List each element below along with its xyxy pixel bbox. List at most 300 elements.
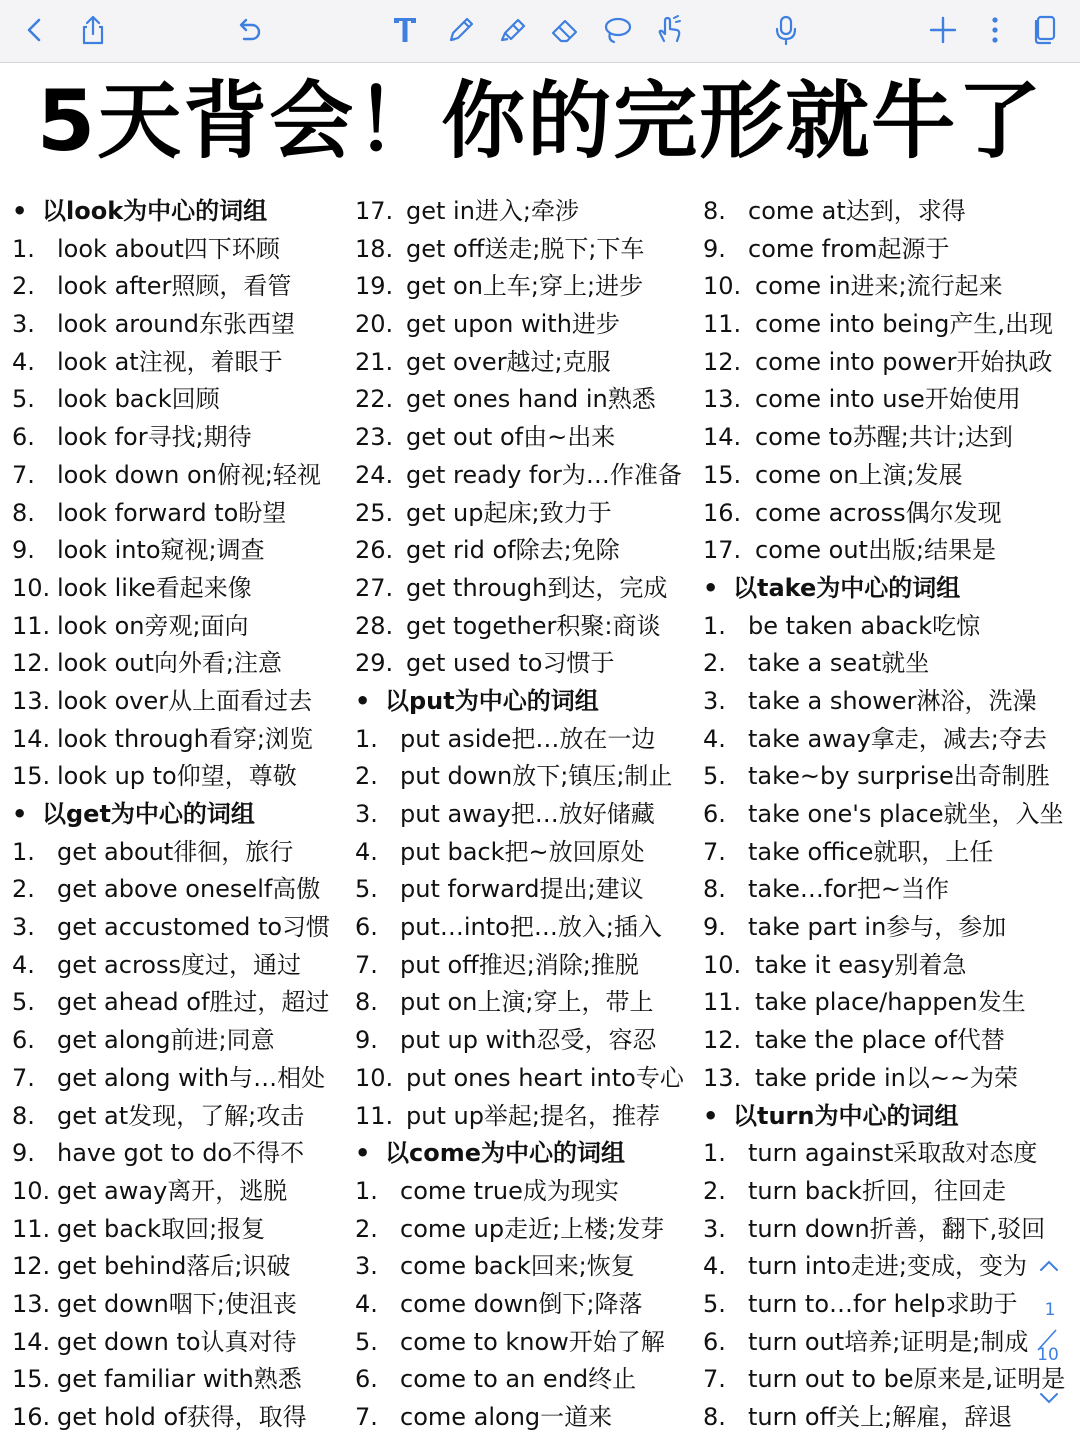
list-item <box>703 909 1065 947</box>
phrase-text: come across偶尔发现 <box>755 498 1002 527</box>
phrase-text: come to苏醒;共计;达到 <box>755 423 1013 452</box>
list-item <box>703 381 1065 419</box>
phrase-text: put up举起;提名，推荐 <box>406 1101 661 1130</box>
text-tool-icon[interactable] <box>384 9 426 51</box>
phrase-text: come at达到，求得 <box>748 197 966 225</box>
list-item <box>703 1022 1065 1060</box>
list-item <box>12 1248 330 1286</box>
item-number: 1. <box>703 611 726 640</box>
phrase-text: come into use开始使用 <box>755 385 1021 414</box>
list-item <box>703 871 1065 909</box>
chevron-left-icon[interactable] <box>14 9 56 51</box>
item-number: 4. <box>355 1289 378 1318</box>
phrase-text: turn against采取敌对态度 <box>748 1139 1038 1168</box>
phrase-text: look after照顾，看管 <box>57 272 292 301</box>
item-number: 1. <box>12 837 35 866</box>
phrase-text: put away把…放好储藏 <box>400 800 655 828</box>
item-number: 5. <box>703 762 726 791</box>
item-number: 8. <box>355 988 378 1017</box>
list-item <box>12 608 330 646</box>
phrase-text: look for寻找;期待 <box>57 423 252 452</box>
list-item <box>355 532 684 570</box>
phrase-text: get used to习惯于 <box>406 649 615 678</box>
list-item <box>703 1361 1065 1399</box>
phrase-text: take it easy别着急 <box>755 950 967 979</box>
more-icon[interactable] <box>974 9 1016 51</box>
item-number: 11. <box>12 1214 51 1243</box>
phrase-text: put ones heart into专心 <box>406 1063 684 1092</box>
phrase-text: take away拿走，减去;夺去 <box>748 724 1047 753</box>
item-number: 1. <box>12 234 35 263</box>
phrase-text: get at发现，了解;攻击 <box>57 1101 305 1130</box>
list-item <box>703 645 1065 683</box>
list-item <box>703 984 1065 1022</box>
list-item <box>355 1324 684 1362</box>
item-number: 10. <box>703 272 742 301</box>
item-number: 1. <box>355 1176 378 1205</box>
heading-text: 以come为中心的词组 <box>385 1139 625 1168</box>
phrase-text: get rid of除去;免除 <box>406 536 620 565</box>
list-item <box>12 457 330 495</box>
section-heading <box>703 1098 1065 1136</box>
page-scroll-arrows-icon <box>1028 1250 1072 1420</box>
list-item <box>703 231 1065 269</box>
item-number: 12. <box>703 347 742 376</box>
item-number: 2. <box>12 272 35 301</box>
undo-icon[interactable] <box>228 9 270 51</box>
phrase-text: put up with忍受，容忍 <box>400 1026 657 1055</box>
list-item <box>703 721 1065 759</box>
item-number: 10. <box>12 573 51 602</box>
list-item <box>355 231 684 269</box>
list-item <box>355 193 684 231</box>
phrase-text: take one's place就坐，入坐 <box>748 800 1064 828</box>
phrase-text: take office就职，上任 <box>748 837 994 866</box>
pages-icon[interactable] <box>1024 9 1066 51</box>
phrase-text: come out出版;结果是 <box>755 536 997 565</box>
item-number: 7. <box>355 1403 378 1431</box>
list-item <box>703 1173 1065 1211</box>
item-number: 21. <box>355 347 394 376</box>
list-item <box>12 268 330 306</box>
item-number: 5. <box>703 1289 726 1318</box>
phrase-text: take place/happen发生 <box>755 988 1026 1017</box>
list-item <box>703 268 1065 306</box>
phrase-text: look into窥视;调查 <box>57 536 265 565</box>
phrase-text: come up走近;上楼;发芽 <box>400 1214 665 1243</box>
list-item <box>12 495 330 533</box>
lasso-icon[interactable] <box>596 9 638 51</box>
item-number: 17. <box>355 197 394 225</box>
list-item <box>355 1098 684 1136</box>
phrase-text: turn off关上;解雇，辞退 <box>748 1403 1013 1431</box>
phrase-text: turn out to be原来是,证明是 <box>748 1365 1066 1394</box>
phrase-text: take a shower淋浴，洗澡 <box>748 686 1037 715</box>
list-item <box>355 796 684 834</box>
phrase-text: take…for把~当作 <box>748 875 950 904</box>
phrase-text: get through到达，完成 <box>406 573 668 602</box>
heading-text: 以look为中心的词组 <box>42 197 268 225</box>
phrase-text: get ready for为…作准备 <box>406 460 682 489</box>
item-number: 7. <box>12 460 35 489</box>
list-item <box>703 834 1065 872</box>
phrase-column-2 <box>355 193 684 1437</box>
item-number: 10. <box>12 1176 51 1205</box>
item-number: 11. <box>355 1101 394 1130</box>
phrase-text: come on上演;发展 <box>755 460 963 489</box>
phrase-text: get in进入;牵涉 <box>406 197 580 225</box>
phrase-text: turn back折回，往回走 <box>748 1176 1006 1205</box>
list-item <box>12 419 330 457</box>
phrase-column-3 <box>703 193 1065 1437</box>
phrase-text: get over越过;克服 <box>406 347 611 376</box>
phrase-text: come down倒下;降落 <box>400 1289 643 1318</box>
list-item <box>703 1324 1065 1362</box>
item-number: 6. <box>355 913 378 942</box>
list-item <box>355 1361 684 1399</box>
list-item <box>12 306 330 344</box>
hand-touch-icon[interactable] <box>648 9 690 51</box>
list-item <box>12 1211 330 1249</box>
phrase-text: look back回顾 <box>57 385 220 414</box>
item-number: 4. <box>703 1252 726 1281</box>
eraser-icon[interactable] <box>544 9 586 51</box>
phrase-text: put off推迟;消除;推脱 <box>400 950 639 979</box>
heading-text: 以take为中心的词组 <box>733 573 961 602</box>
item-number: 4. <box>12 347 35 376</box>
item-number: 15. <box>12 762 51 791</box>
phrase-text: come to know开始了解 <box>400 1327 665 1356</box>
item-number: 12. <box>12 1252 51 1281</box>
phrase-column-1 <box>12 193 330 1437</box>
share-icon[interactable] <box>72 9 114 51</box>
phrase-text: put on上演;穿上，带上 <box>400 988 654 1017</box>
phrase-text: look up to仰望，尊敬 <box>57 762 297 791</box>
item-number: 17. <box>703 536 742 565</box>
list-item <box>355 268 684 306</box>
item-number: 11. <box>703 310 742 339</box>
phrase-text: get together积聚:商谈 <box>406 611 661 640</box>
list-item <box>703 1060 1065 1098</box>
phrase-text: be taken aback吃惊 <box>748 611 981 640</box>
item-number: 6. <box>703 800 726 828</box>
item-number: 1. <box>355 724 378 753</box>
phrase-text: get upon with进步 <box>406 310 620 339</box>
list-item <box>12 1022 330 1060</box>
phrase-text: get down to认真对待 <box>57 1327 297 1356</box>
list-item <box>12 1135 330 1173</box>
phrase-text: get familiar with熟悉 <box>57 1365 302 1394</box>
item-number: 8. <box>703 197 726 225</box>
phrase-text: come true成为现实 <box>400 1176 619 1205</box>
list-item <box>12 909 330 947</box>
item-number: 16. <box>703 498 742 527</box>
phrase-text: turn to…for help求助于 <box>748 1289 1018 1318</box>
list-item <box>703 419 1065 457</box>
bullet-marker: • <box>703 1101 719 1130</box>
phrase-text: get down咽下;使沮丧 <box>57 1289 297 1318</box>
item-number: 9. <box>355 1026 378 1055</box>
item-number: 22. <box>355 385 394 414</box>
item-number: 13. <box>703 1063 742 1092</box>
phrase-text: turn out培养;证明是;制成 <box>748 1327 1029 1356</box>
bullet-marker: • <box>12 800 28 828</box>
phrase-text: get hold of获得，取得 <box>57 1403 307 1431</box>
item-number: 7. <box>703 1365 726 1394</box>
heading-text: 以get为中心的词组 <box>42 800 255 828</box>
list-item <box>355 608 684 646</box>
phrase-text: get on上车;穿上;进步 <box>406 272 644 301</box>
heading-text: 以put为中心的词组 <box>385 686 599 715</box>
list-item <box>703 1135 1065 1173</box>
list-item <box>703 306 1065 344</box>
item-number: 12. <box>12 649 51 678</box>
section-heading <box>12 796 330 834</box>
item-number: 23. <box>355 423 394 452</box>
phrase-text: get out of由~出来 <box>406 423 616 452</box>
item-number: 13. <box>12 1289 51 1318</box>
list-item <box>12 683 330 721</box>
item-number: 3. <box>703 1214 726 1243</box>
phrase-text: get accustomed to习惯 <box>57 913 331 942</box>
item-number: 14. <box>12 724 51 753</box>
item-number: 9. <box>703 234 726 263</box>
phrase-text: come back回来;恢复 <box>400 1252 635 1281</box>
phrase-text: look on旁观;面向 <box>57 611 249 640</box>
phrase-text: get above oneself高傲 <box>57 875 321 904</box>
list-item <box>12 947 330 985</box>
phrase-text: look over从上面看过去 <box>57 686 313 715</box>
top-toolbar <box>0 0 1080 63</box>
highlighter-icon[interactable] <box>492 9 534 51</box>
item-number: 15. <box>703 460 742 489</box>
item-number: 29. <box>355 649 394 678</box>
list-item <box>703 1248 1065 1286</box>
pen-icon[interactable] <box>440 9 482 51</box>
item-number: 15. <box>12 1365 51 1394</box>
phrase-text: put down放下;镇压;制止 <box>400 762 673 791</box>
item-number: 9. <box>12 1139 35 1168</box>
list-item <box>355 381 684 419</box>
list-item <box>12 984 330 1022</box>
item-number: 3. <box>12 913 35 942</box>
list-item <box>12 871 330 909</box>
list-item <box>355 1286 684 1324</box>
phrase-text: put…into把…放入;插入 <box>400 913 662 942</box>
phrase-text: put back把~放回原处 <box>400 837 645 866</box>
item-number: 8. <box>12 1101 35 1130</box>
list-item <box>12 1098 330 1136</box>
item-number: 7. <box>355 950 378 979</box>
item-number: 9. <box>12 536 35 565</box>
bullet-marker: • <box>12 197 28 225</box>
item-number: 6. <box>703 1327 726 1356</box>
list-item <box>355 457 684 495</box>
item-number: 2. <box>703 649 726 678</box>
list-item <box>703 796 1065 834</box>
list-item <box>703 608 1065 646</box>
list-item <box>355 1248 684 1286</box>
microphone-icon[interactable] <box>765 9 807 51</box>
list-item <box>703 1399 1065 1437</box>
section-heading <box>355 683 684 721</box>
list-item <box>12 570 330 608</box>
item-number: 10. <box>355 1063 394 1092</box>
phrase-text: get back取回;报复 <box>57 1214 266 1243</box>
phrase-text: look like看起来像 <box>57 573 252 602</box>
phrase-text: come along一道来 <box>400 1403 613 1431</box>
item-number: 16. <box>12 1403 51 1431</box>
item-number: 2. <box>355 1214 378 1243</box>
list-item <box>12 344 330 382</box>
phrase-text: get ahead of胜过，超过 <box>57 988 330 1017</box>
phrase-text: take pride in以~~为荣 <box>755 1063 1019 1092</box>
item-number: 6. <box>12 1026 35 1055</box>
item-number: 3. <box>703 686 726 715</box>
item-number: 11. <box>703 988 742 1017</box>
item-number: 20. <box>355 310 394 339</box>
list-item <box>703 457 1065 495</box>
item-number: 6. <box>355 1365 378 1394</box>
list-item <box>355 758 684 796</box>
section-heading <box>12 193 330 231</box>
phrase-text: look down on俯视;轻视 <box>57 460 321 489</box>
list-item <box>12 1173 330 1211</box>
list-item <box>12 1324 330 1362</box>
list-item <box>355 344 684 382</box>
list-item <box>703 495 1065 533</box>
bullet-marker: • <box>355 1139 371 1168</box>
list-item <box>703 1211 1065 1249</box>
list-item <box>355 306 684 344</box>
phrase-text: get about徘徊，旅行 <box>57 837 294 866</box>
plus-icon[interactable] <box>922 9 964 51</box>
item-number: 7. <box>12 1063 35 1092</box>
phrase-text: look about四下环顾 <box>57 234 280 263</box>
phrase-text: look forward to盼望 <box>57 498 287 527</box>
list-item <box>703 683 1065 721</box>
item-number: 3. <box>12 310 35 339</box>
phrase-text: get across度过，通过 <box>57 950 301 979</box>
item-number: 14. <box>12 1327 51 1356</box>
item-number: 8. <box>703 1403 726 1431</box>
phrase-text: get off送走;脱下;下车 <box>406 234 645 263</box>
page-title: 5天背会！你的完形就牛了 <box>36 72 1044 170</box>
list-item <box>12 1060 330 1098</box>
item-number: 2. <box>355 762 378 791</box>
phrase-text: get away离开，逃脱 <box>57 1176 288 1205</box>
bullet-marker: • <box>703 573 719 602</box>
list-item <box>703 947 1065 985</box>
phrase-text: take the place of代替 <box>755 1026 1005 1055</box>
list-item <box>355 909 684 947</box>
list-item <box>355 645 684 683</box>
phrase-text: look around东张西望 <box>57 310 295 339</box>
phrase-text: turn into走进;变成，变为 <box>748 1252 1027 1281</box>
phrase-text: come to an end终止 <box>400 1365 637 1394</box>
item-number: 25. <box>355 498 394 527</box>
phrase-text: come into being产生,出现 <box>755 310 1053 339</box>
phrase-text: put aside把…放在一边 <box>400 724 656 753</box>
item-number: 8. <box>12 498 35 527</box>
item-number: 5. <box>12 988 35 1017</box>
phrase-text: come into power开始执政 <box>755 347 1053 376</box>
item-number: 10. <box>703 950 742 979</box>
list-item <box>355 1211 684 1249</box>
list-item <box>703 193 1065 231</box>
item-number: 13. <box>703 385 742 414</box>
item-number: 8. <box>703 875 726 904</box>
list-item <box>12 1361 330 1399</box>
item-number: 12. <box>703 1026 742 1055</box>
list-item <box>703 532 1065 570</box>
item-number: 6. <box>12 423 35 452</box>
list-item <box>12 758 330 796</box>
list-item <box>355 834 684 872</box>
phrase-text: get behind落后;识破 <box>57 1252 291 1281</box>
list-item <box>12 381 330 419</box>
list-item <box>355 1399 684 1437</box>
list-item <box>355 1173 684 1211</box>
list-item <box>12 834 330 872</box>
phrase-text: take a seat就坐 <box>748 649 930 678</box>
item-number: 28. <box>355 611 394 640</box>
item-number: 11. <box>12 611 51 640</box>
list-item <box>12 1286 330 1324</box>
phrase-text: get along with与…相处 <box>57 1063 326 1092</box>
phrase-text: have got to do不得不 <box>57 1139 305 1168</box>
phrase-text: put forward提出;建议 <box>400 875 644 904</box>
list-item <box>355 1022 684 1060</box>
item-number: 18. <box>355 234 394 263</box>
item-number: 14. <box>703 423 742 452</box>
phrase-text: take part in参与，参加 <box>748 913 1007 942</box>
phrase-text: look through看穿;浏览 <box>57 724 313 753</box>
item-number: 5. <box>355 875 378 904</box>
page-current: 1 <box>1044 1300 1056 1320</box>
item-number: 2. <box>703 1176 726 1205</box>
item-number: 19. <box>355 272 394 301</box>
phrase-text: look at注视，着眼于 <box>57 347 283 376</box>
list-item <box>12 532 330 570</box>
item-number: 1. <box>703 1139 726 1168</box>
item-number: 7. <box>703 837 726 866</box>
page-indicator[interactable] <box>1028 1250 1072 1420</box>
list-item <box>12 231 330 269</box>
list-item <box>12 645 330 683</box>
phrase-text: take~by surprise出奇制胜 <box>748 762 1050 791</box>
item-number: 26. <box>355 536 394 565</box>
list-item <box>703 1286 1065 1324</box>
list-item <box>355 871 684 909</box>
list-item <box>355 419 684 457</box>
item-number: 9. <box>703 913 726 942</box>
list-item <box>703 758 1065 796</box>
bullet-marker: • <box>355 686 371 715</box>
item-number: 4. <box>12 950 35 979</box>
list-item <box>703 344 1065 382</box>
phrase-text: get ones hand in熟悉 <box>406 385 656 414</box>
item-number: 5. <box>355 1327 378 1356</box>
item-number: 24. <box>355 460 394 489</box>
item-number: 27. <box>355 573 394 602</box>
list-item <box>355 1060 684 1098</box>
phrase-text: get along前进;同意 <box>57 1026 275 1055</box>
section-heading <box>355 1135 684 1173</box>
page-total: 10 <box>1037 1345 1059 1365</box>
item-number: 4. <box>703 724 726 753</box>
section-heading <box>703 570 1065 608</box>
